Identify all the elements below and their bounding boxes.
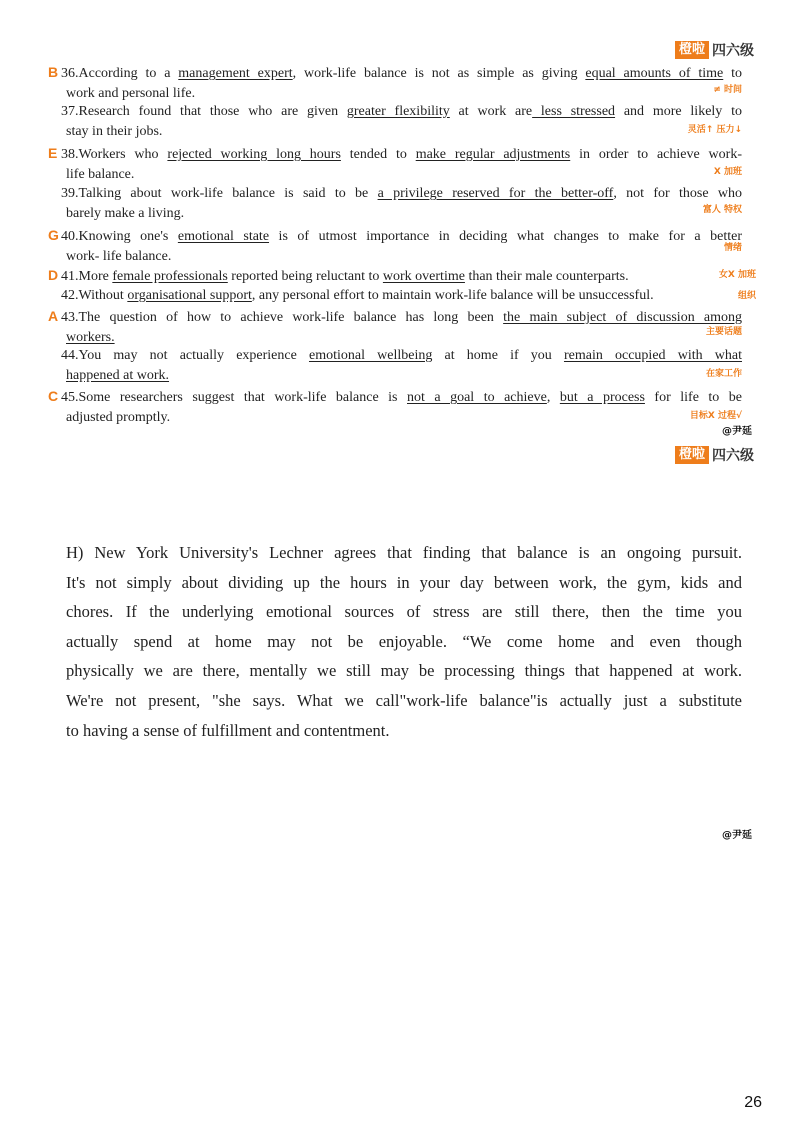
question-text: at work are (449, 104, 533, 119)
passage-line: It's not simply about dividing up the hours in your day between work, the gym, kids and (66, 572, 742, 592)
passage-line: We're not present, "she says. What we call"work-life balance"is actually just a substitute (66, 690, 742, 710)
question-44 (48, 346, 742, 386)
question-text: work and personal life. (66, 86, 196, 102)
question-number: 44. (61, 348, 79, 363)
question-number: 39. (61, 186, 79, 201)
question-text: work- life balance. (66, 249, 172, 265)
underlined-phrase: management expert (178, 66, 293, 81)
passage-h (66, 538, 742, 745)
answer-letter: D (48, 267, 59, 283)
brand-logo-bottom (675, 445, 754, 465)
margin-note: X 加班 (713, 167, 742, 177)
underlined-phrase: happened at work. (66, 368, 170, 384)
question-text: for life to be (644, 390, 743, 405)
margin-note: 在家工作 (705, 369, 742, 379)
passage-line: H) New York University's Lechner agrees that finding that balance is an ongoing pursuit. (66, 543, 742, 562)
question-text: Talking about work-life balance is said to be (78, 186, 378, 201)
page-number: 26 (744, 1094, 762, 1111)
question-text: More (78, 269, 113, 284)
question-text: reported being reluctant to (227, 269, 383, 284)
underlined-phrase: greater flexibility (346, 104, 450, 119)
question-40 (48, 225, 742, 267)
question-text: Workers who (78, 147, 168, 162)
margin-note: 女X 加班 (718, 270, 756, 280)
question-text: , any personal effort to maintain work-life balance will be unsuccessful. (251, 288, 654, 303)
margin-note: 灵活↑ 压力↓ (687, 125, 742, 135)
margin-note: 主要话题 (705, 327, 742, 337)
brand-logo-top (675, 40, 754, 60)
answer-letter: E (48, 145, 58, 161)
margin-note: 目标X 过程√ (689, 411, 742, 421)
question-45 (48, 386, 742, 428)
question-number: 40. (61, 229, 79, 244)
underlined-phrase: the main subject of discussion among (503, 310, 742, 325)
underlined-phrase: organisational support (127, 288, 252, 303)
question-text: barely make a living. (66, 206, 185, 222)
question-number: 41. (61, 269, 79, 284)
question-41 (48, 265, 742, 287)
question-text: According to a (78, 66, 179, 81)
question-number: 43. (61, 310, 79, 325)
question-number: 45. (61, 390, 79, 405)
answer-letter: C (48, 388, 59, 404)
answer-letter: G (48, 227, 59, 243)
underlined-phrase: not a goal to achieve (407, 390, 547, 405)
brand-label: 四六级 (712, 43, 754, 59)
question-42 (48, 286, 742, 306)
margin-note: 组织 (737, 291, 756, 301)
passage-line: physically we are there, mentally we still may be processing things that happened at work. (66, 661, 742, 681)
passage-line: chores. If the underlying emotional sources of stress are still there, then the time you (66, 602, 742, 622)
underlined-phrase: work overtime (382, 269, 465, 284)
passage-line: to having a sense of fulfillment and contentment. (66, 720, 390, 740)
question-36 (48, 62, 742, 104)
question-text: Knowing one's (78, 229, 178, 244)
signature: @尹延 (722, 830, 752, 841)
question-text: The question of how to achieve work-life balance has long been (78, 310, 504, 325)
question-number: 36. (61, 66, 79, 81)
question-text: , not for those who (613, 186, 742, 201)
margin-note: 富人 特权 (702, 205, 742, 215)
question-text: to (723, 66, 743, 81)
question-text: than their male counterparts. (464, 269, 629, 284)
question-text: Some researchers suggest that work-life balance is (78, 390, 407, 405)
question-text: You may not actually experience (78, 348, 309, 363)
underlined-phrase: female professionals (112, 269, 228, 284)
underlined-phrase: make regular adjustments (415, 147, 571, 162)
question-text: and more likely to (615, 104, 742, 119)
question-text: adjusted promptly. (66, 410, 171, 426)
question-number: 38. (61, 147, 79, 162)
underlined-phrase: a privilege reserved for the better-off (377, 186, 614, 201)
underlined-phrase: workers. (66, 330, 115, 346)
underlined-phrase: less stressed (532, 104, 616, 119)
question-text: at home if you (432, 348, 564, 363)
underlined-phrase: remain occupied with what (563, 348, 742, 363)
margin-note: ≠ 时间 (713, 85, 742, 95)
underlined-phrase: emotional state (177, 229, 270, 244)
brand-label: 四六级 (712, 448, 754, 464)
question-text: in order to achieve work- (570, 147, 742, 162)
question-text: is of utmost importance in deciding what changes to make for a better (269, 229, 742, 244)
margin-note: 情绪 (723, 243, 742, 253)
question-text: , (546, 390, 560, 405)
question-text: stay in their jobs. (66, 124, 163, 140)
question-43 (48, 306, 742, 348)
answer-letter: A (48, 308, 59, 324)
underlined-phrase: rejected working long hours (167, 147, 341, 162)
underlined-phrase: equal amounts of time (585, 66, 724, 81)
brand-badge: 橙啦 (675, 41, 709, 59)
question-number: 37. (61, 104, 79, 119)
underlined-phrase: emotional wellbeing (308, 348, 433, 363)
question-text: Without (78, 288, 128, 303)
question-text: Research found that those who are given (78, 104, 347, 119)
passage-line: actually spend at home may not be enjoyable. “We come home and even though (66, 631, 742, 651)
brand-badge: 橙啦 (675, 446, 709, 464)
question-39 (48, 184, 742, 224)
question-text: tended to (340, 147, 416, 162)
answer-letter: B (48, 64, 59, 80)
underlined-phrase: but a process (559, 390, 645, 405)
question-37 (48, 102, 742, 142)
question-text: , work-life balance is not as simple as giving (292, 66, 586, 81)
signature: @尹延 (722, 426, 752, 437)
question-38 (48, 143, 742, 185)
question-number: 42. (61, 288, 79, 303)
question-text: life balance. (66, 167, 135, 183)
